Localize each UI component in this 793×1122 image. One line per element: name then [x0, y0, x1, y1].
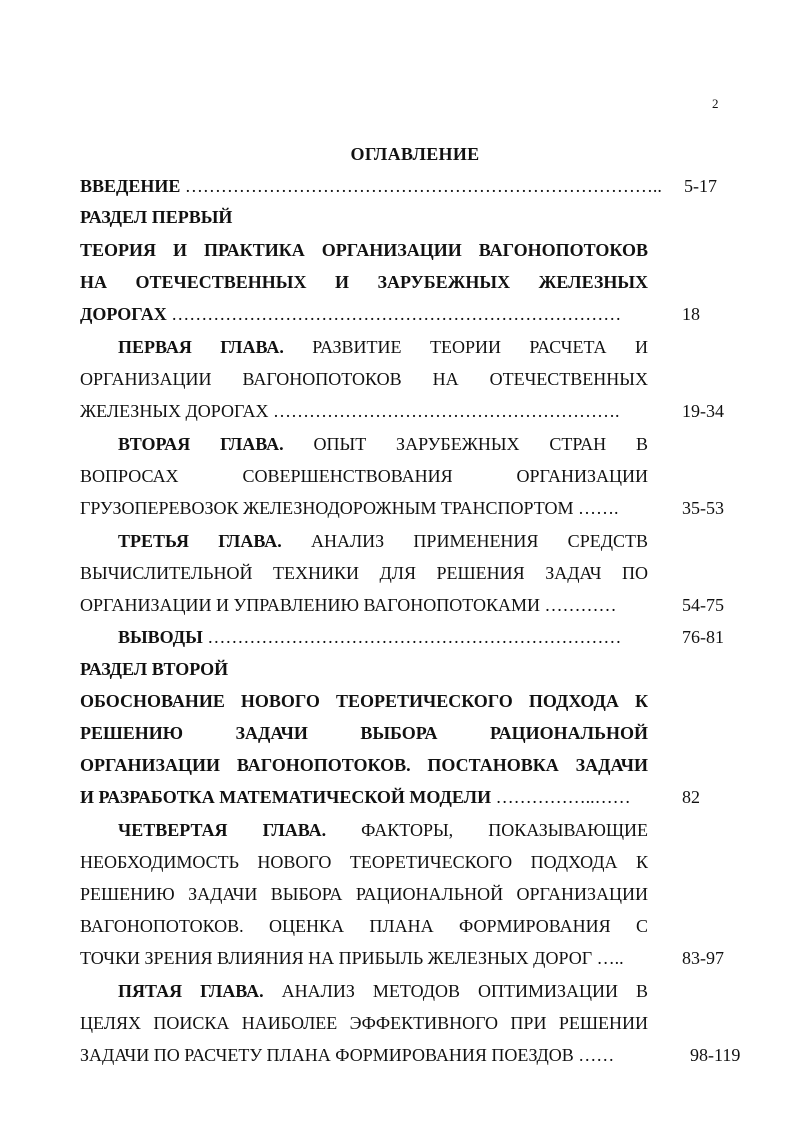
ch1-line-2: ОРГАНИЗАЦИИ ВАГОНОПОТОКОВ НА ОТЕЧЕСТВЕННЫХ: [80, 369, 648, 389]
ch2-page: 35-53: [682, 498, 724, 518]
intro-page: 5-17: [684, 176, 717, 196]
ch2-heading: ВТОРАЯ ГЛАВА.: [118, 434, 284, 454]
ch5-heading: ПЯТАЯ ГЛАВА.: [118, 981, 264, 1001]
part2-dots: ……………..……: [491, 787, 631, 807]
page-number: 2: [712, 96, 719, 111]
part1-title-line-1: ТЕОРИЯ И ПРАКТИКА ОРГАНИЗАЦИИ ВАГОНОПОТОКОВ: [80, 240, 648, 260]
ch5-page: 98-119: [690, 1045, 741, 1065]
ch4-line-1: [118, 819, 648, 841]
part2-title-end: И РАЗРАБОТКА МАТЕМАТИЧЕСКОЙ МОДЕЛИ: [80, 787, 492, 807]
ch4-heading: ЧЕТВЕРТАЯ ГЛАВА.: [118, 820, 327, 840]
ch1-line-3: ЖЕЛЕЗНЫХ ДОРОГАХ ………………………………………………….: [80, 401, 620, 421]
toc-entry-conclusions: [118, 626, 648, 648]
conclusions-page: 76-81: [682, 627, 724, 647]
part1-title-end: ДОРОГАХ: [80, 304, 167, 324]
ch2-line-2: ВОПРОСАХ СОВЕРШЕНСТВОВАНИЯ ОРГАНИЗАЦИИ: [80, 466, 648, 486]
toc-title: ОГЛАВЛЕНИЕ: [350, 144, 480, 164]
intro-heading: ВВЕДЕНИЕ: [80, 176, 181, 196]
part2-title-line-2: РЕШЕНИЮ ЗАДАЧИ ВЫБОРА РАЦИОНАЛЬНОЙ: [80, 723, 648, 743]
ch5-line-2: ЦЕЛЯХ ПОИСКА НАИБОЛЕЕ ЭФФЕКТИВНОГО ПРИ РЕШЕНИИ: [80, 1013, 648, 1033]
conclusions-dots: ……………………………………………………………: [202, 627, 622, 647]
ch4-page: 83-97: [682, 948, 724, 968]
part1-page: 18: [682, 304, 700, 324]
ch4-line-4: ВАГОНОПОТОКОВ. ОЦЕНКА ПЛАНА ФОРМИРОВАНИЯ С: [80, 916, 648, 936]
ch1-page: 19-34: [682, 401, 724, 421]
ch4-line-3: РЕШЕНИЮ ЗАДАЧИ ВЫБОРА РАЦИОНАЛЬНОЙ ОРГАНИЗАЦИИ: [80, 884, 648, 904]
ch1-heading: ПЕРВАЯ ГЛАВА.: [118, 337, 284, 357]
part1-dots: …………………………………………………………………: [166, 304, 622, 324]
intro-dots: ……………………………………………………………………..: [180, 176, 662, 196]
ch2-title-start: ОПЫТ ЗАРУБЕЖНЫХ СТРАН В: [283, 434, 648, 454]
ch5-title-start: АНАЛИЗ МЕТОДОВ ОПТИМИЗАЦИИ В: [263, 981, 648, 1001]
part2-title-line-4: [80, 786, 648, 808]
ch5-line-3: ЗАДАЧИ ПО РАСЧЕТУ ПЛАНА ФОРМИРОВАНИЯ ПОЕЗДОВ ……: [80, 1045, 615, 1065]
part2-label: РАЗДЕЛ ВТОРОЙ: [80, 659, 229, 679]
ch4-title-start: ФАКТОРЫ, ПОКАЗЫВАЮЩИЕ: [326, 820, 649, 840]
ch3-line-1: [118, 530, 648, 552]
ch1-title-start: РАЗВИТИЕ ТЕОРИИ РАСЧЕТА И: [283, 337, 648, 357]
part1-title-line-3: [80, 303, 648, 325]
ch4-line-5: ТОЧКИ ЗРЕНИЯ ВЛИЯНИЯ НА ПРИБЫЛЬ ЖЕЛЕЗНЫХ ДОРОГ …..: [80, 948, 624, 968]
part2-page: 82: [682, 787, 700, 807]
part2-title-line-3: ОРГАНИЗАЦИИ ВАГОНОПОТОКОВ. ПОСТАНОВКА ЗАДАЧИ: [80, 755, 648, 775]
toc-entry-intro: [80, 175, 662, 197]
ch3-heading: ТРЕТЬЯ ГЛАВА.: [118, 531, 282, 551]
ch5-line-1: [118, 980, 648, 1002]
ch2-line-1: [118, 433, 648, 455]
ch2-line-3: ГРУЗОПЕРЕВОЗОК ЖЕЛЕЗНОДОРОЖНЫМ ТРАНСПОРТОМ …….: [80, 498, 619, 518]
ch3-title-start: АНАЛИЗ ПРИМЕНЕНИЯ СРЕДСТВ: [281, 531, 648, 551]
conclusions-heading: ВЫВОДЫ: [118, 627, 203, 647]
ch3-line-3: ОРГАНИЗАЦИИ И УПРАВЛЕНИЮ ВАГОНОПОТОКАМИ …………: [80, 595, 617, 615]
ch3-line-2: ВЫЧИСЛИТЕЛЬНОЙ ТЕХНИКИ ДЛЯ РЕШЕНИЯ ЗАДАЧ ПО: [80, 563, 648, 583]
part1-title-line-2: НА ОТЕЧЕСТВЕННЫХ И ЗАРУБЕЖНЫХ ЖЕЛЕЗНЫХ: [80, 272, 648, 292]
part2-title-line-1: ОБОСНОВАНИЕ НОВОГО ТЕОРЕТИЧЕСКОГО ПОДХОДА К: [80, 691, 648, 711]
ch4-line-2: НЕОБХОДИМОСТЬ НОВОГО ТЕОРЕТИЧЕСКОГО ПОДХОДА К: [80, 852, 648, 872]
part1-label: РАЗДЕЛ ПЕРВЫЙ: [80, 207, 233, 227]
ch3-page: 54-75: [682, 595, 724, 615]
ch1-line-1: [118, 336, 648, 358]
